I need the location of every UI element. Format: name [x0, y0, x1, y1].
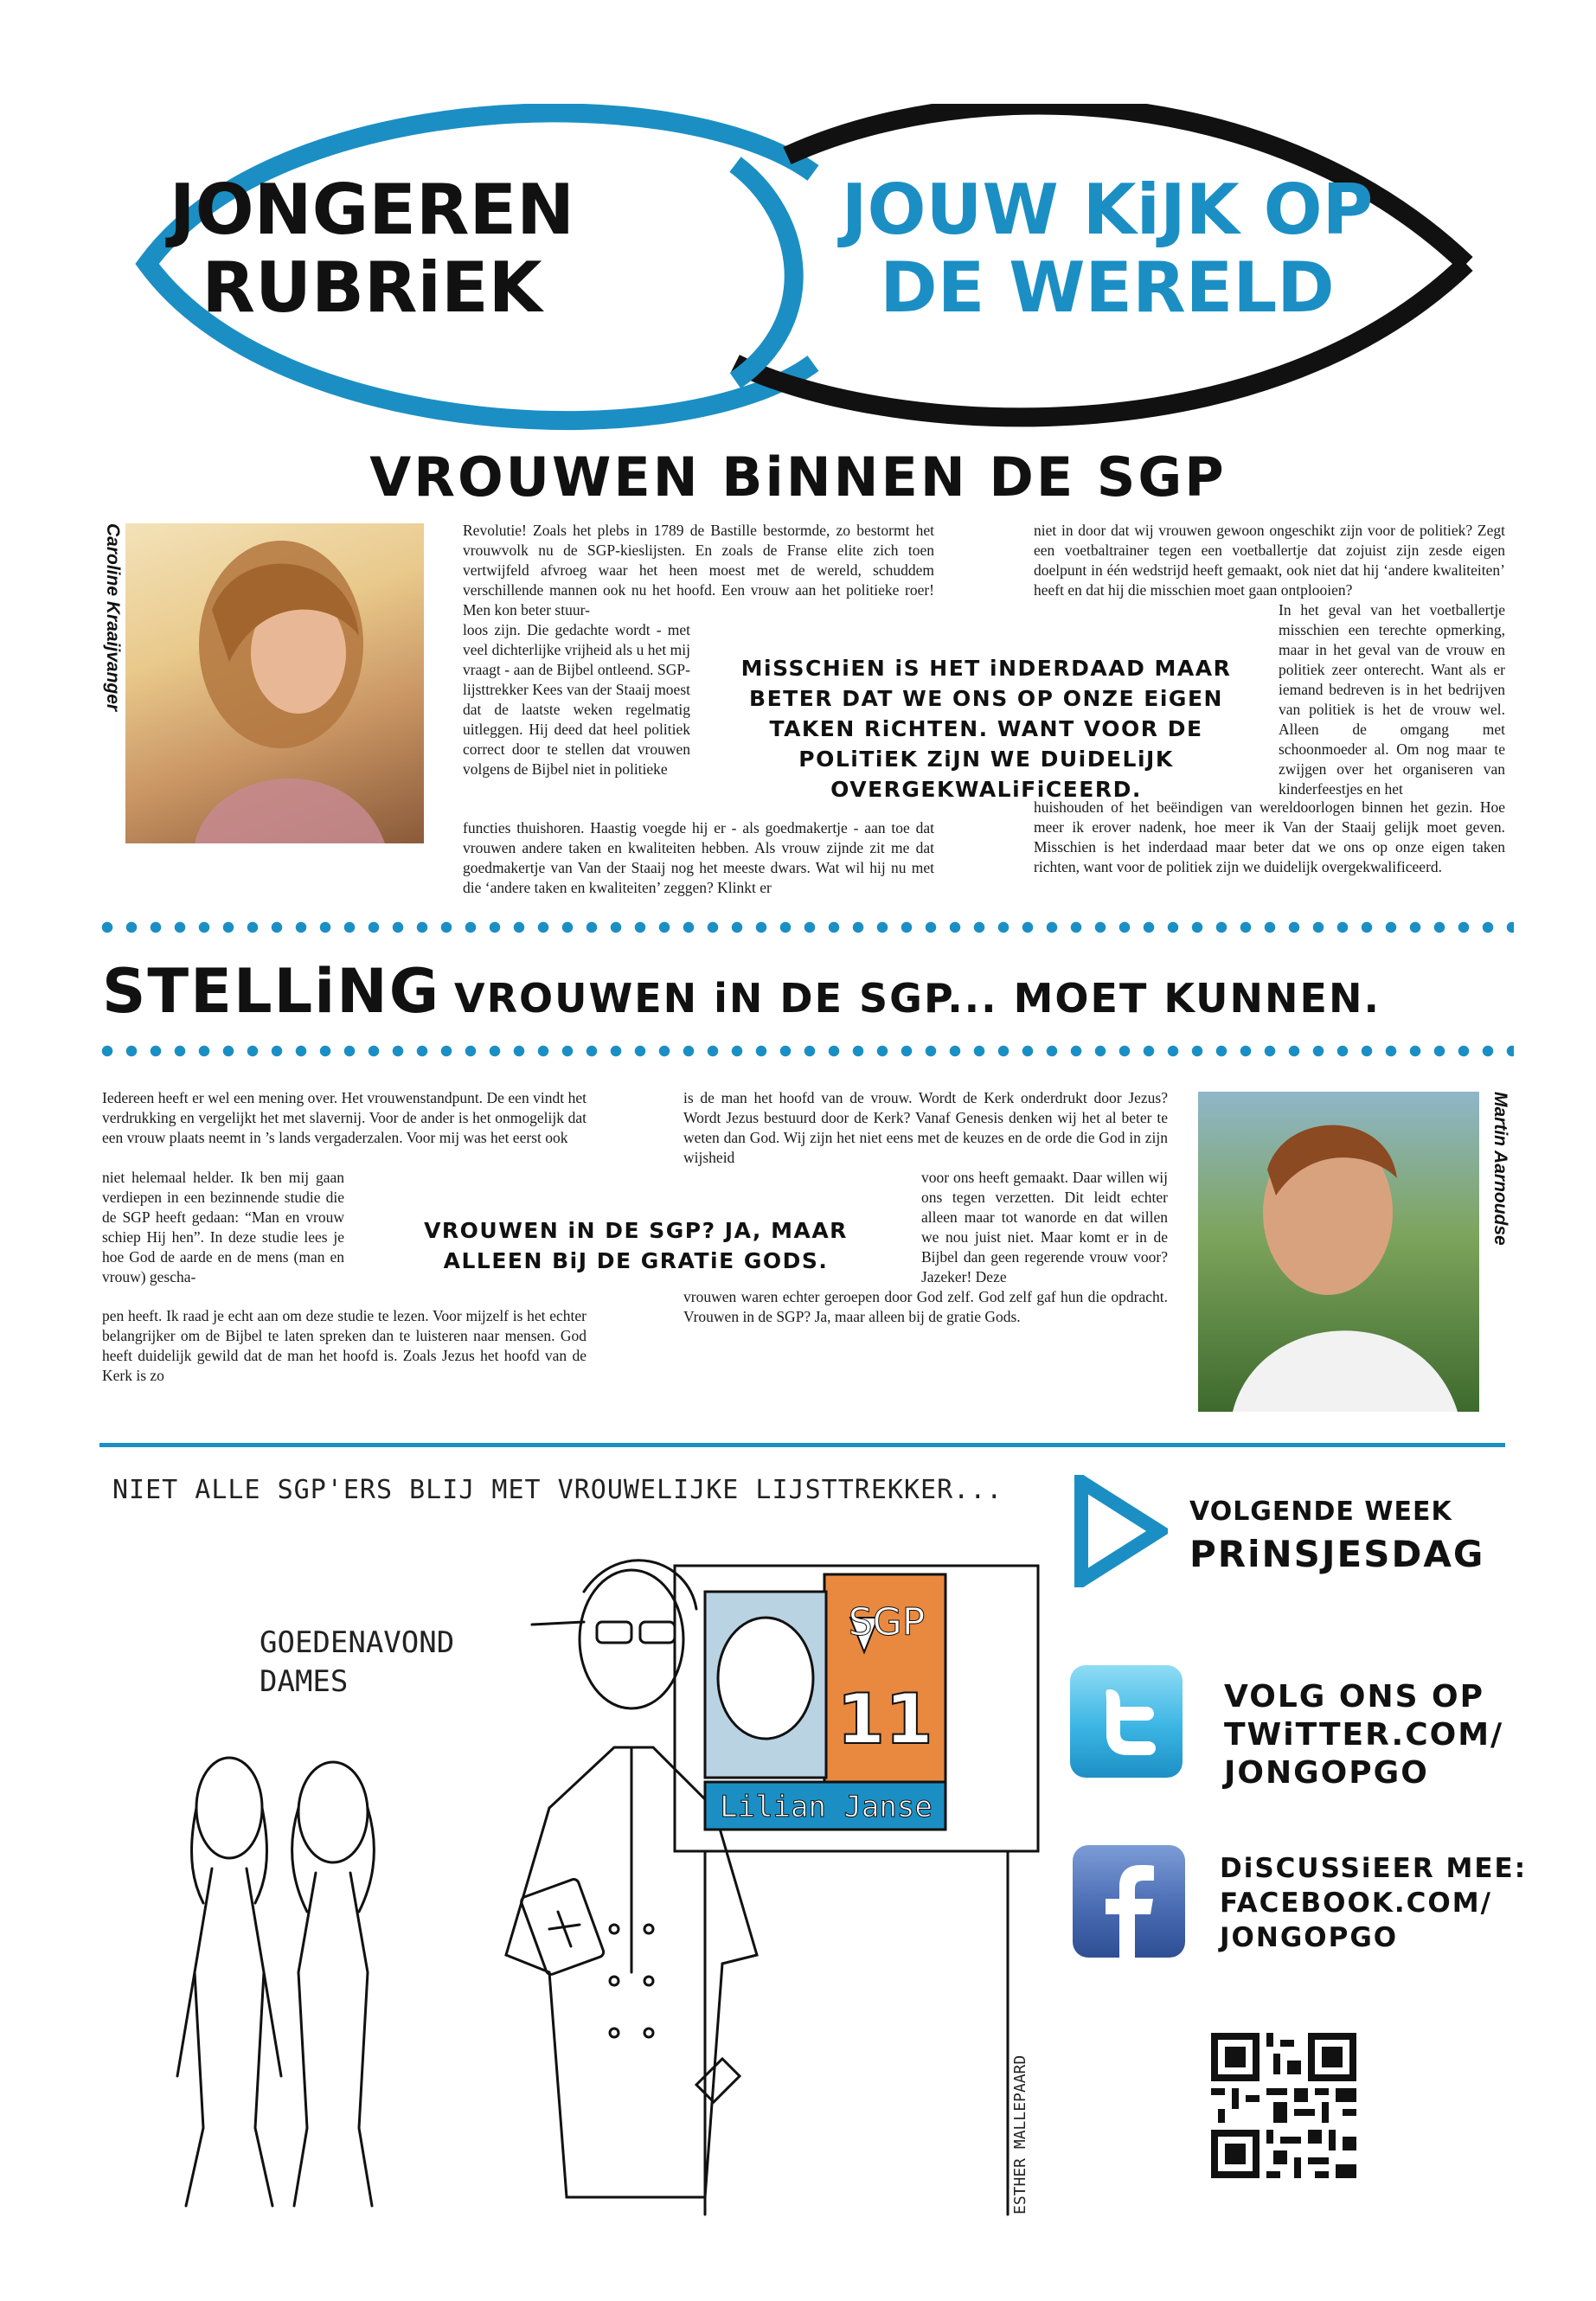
- article1-pull-quote: MiSSCHiEN iS HET iNDERDAAD MAAR BETER DAT WE ONS OP ONZE EiGEN TAKEN RiCHTEN. WANT VOOR DE POLiTiEK ZiJN WE DUiDELiJK OVERGEKWALiFiCEERD.: [740, 656, 1232, 802]
- twitter-text[interactable]: [1224, 1678, 1503, 1792]
- article1-col2-top: niet in door dat wij vrouwen gewoon ongeschikt zijn voor de politiek? Zegt een voetbaltrainer tegen een voetballertje dat zojuist zijn zesde eigen doelpunt in één wedstrijd heeft gemaakt, ook niet dat hij ‘andere kwaliteiten’ heeft en dat hij die misschien moet gaan ontplooien?: [1034, 522, 1505, 599]
- cartoon-caption: NIET ALLE SGP'ERS BLIJ MET VROUWELIJKE LIJSTTREKKER...: [112, 1475, 1003, 1505]
- twitter-icon[interactable]: [1070, 1665, 1183, 1778]
- article2-author: Martin Aarnoudse: [1490, 1092, 1510, 1246]
- play-triangle-icon: [1073, 1475, 1168, 1587]
- facebook-text-line1: DiSCUSSiEER MEE:: [1220, 1853, 1528, 1884]
- facebook-icon[interactable]: [1073, 1845, 1185, 1958]
- next-week-label: VOLGENDE WEEK: [1189, 1497, 1452, 1527]
- poster-party: SGP: [848, 1600, 926, 1644]
- dotted-divider-bottom: [95, 1045, 1514, 1057]
- poster-name: Lilian Janse: [720, 1790, 933, 1824]
- stelling-statement: VROUWEN iN DE SGP... MOET KUNNEN.: [454, 975, 1381, 1022]
- next-week-topic: PRiNSJESDAG: [1189, 1533, 1485, 1575]
- article1-col2-bottom: huishouden of het beëindigen van wereldoorlogen binnen het gezin. Hoe meer ik erover nadenk, hoe meer ik Van der Staaij gelijk moet geven. Misschien is het inderdaad maar beter dat we ons op onze eigen taken richten, want voor de politiek zijn we duidelijk overgekwalificeerd.: [1034, 798, 1505, 875]
- poster-number: 11: [836, 1679, 933, 1759]
- header-right-line1: JOUW KiJK OP: [841, 170, 1374, 250]
- article1-col1-mid: loos zijn. Die gedachte wordt - met veel dichterlijke vrijheid als u het mij vraagt - aan de Bijbel ontleend. SGP-lijsttrekker Kees van der Staaij moest dat de laatste weken regelmatig uitleggen. Hij deed dat heel politiek correct door te stellen dat vrouwen volgens de Bijbel niet in politieke: [463, 621, 690, 778]
- facebook-text-line3: JONGOPGO: [1220, 1922, 1399, 1953]
- article2-col2-bottom: vrouwen waren echter geroepen door God zelf. God zelf gaf hun die opdracht. Vrouwen in de SGP? Ja, maar alleen bij de gratie Gods.: [683, 1288, 1168, 1325]
- cartoon-speech-line1: GOEDENAVOND: [260, 1625, 455, 1660]
- article1-col1-top: Revolutie! Zoals het plebs in 1789 de Bastille bestormde, zo bestormt het vrouwvolk nu de SGP-kieslijsten. En zoals de Franse elite zich toen vertwijfeld afvroeg waar het heen moest met de wereld, schuddem verschillende mannen ook nu het hoofd. Een vrouw aan het politieke roer! Men kon beter stuur-: [463, 522, 934, 619]
- cartoon-signature: ESTHER MALLEPAARD: [1011, 2054, 1029, 2214]
- author-photo-woman: [125, 523, 424, 843]
- author-photo-man: [1198, 1092, 1479, 1412]
- article1-col1-bottom: functies thuishoren. Haastig voegde hij er - als goedmakertje - aan toe dat vrouwen andere taken en kwaliteiten hebben. Als vrouw zijnde zit me dat goedmakertje van Van der Staaij nog het meeste dwars. Wat wil hij nu met die ‘andere taken en kwaliteiten’ zeggen? Klinkt er: [463, 819, 934, 896]
- twitter-text-line2: TWiTTER.COM/: [1224, 1717, 1504, 1753]
- article1-title: VROUWEN BiNNEN DE SGP: [369, 445, 1227, 509]
- article2-col1-bottom: pen heeft. Ik raad je echt aan om deze studie te lezen. Voor mijzelf is het echter belangrijker om de Bijbel te laten spreken dan te luisteren naar mensen. God heeft duidelijk gewild dat de man het hoofd is. Zoals Jezus het hoofd van de Kerk is zo: [102, 1307, 586, 1384]
- cartoon-drawing: [99, 1522, 1051, 2240]
- cartoon-speech-line2: DAMES: [260, 1664, 349, 1699]
- article2-col2-mid: voor ons heeft gemaakt. Daar willen wij ons tegen verzetten. Dit leidt echter alleen maar tot wanorde en dat willen we nou juist niet. Maar komt er in de Bijbel dan geen regerende vrouw voor? Jazeker! Deze: [921, 1169, 1168, 1285]
- header-left-line1: JONGEREN: [169, 170, 575, 250]
- stelling-label: STELLiNG: [102, 956, 441, 1027]
- dotted-divider-top: [95, 921, 1514, 933]
- portrait-illustration: [125, 523, 424, 843]
- facebook-text[interactable]: [1220, 1851, 1527, 1955]
- header-logo: [130, 104, 1479, 433]
- section-divider-line: [99, 1443, 1505, 1447]
- header-left-line2: RUBRiEK: [202, 247, 542, 328]
- article2-col1-top: Iedereen heeft er wel een mening over. Het vrouwenstandpunt. De een vindt het verdrukking en vergelijkt het met slavernij. Voor de ander is het onmogelijk dat een vrouw plaats neemt in ’s lands vergaderzalen. Voor mij was het eerst ook: [102, 1089, 586, 1146]
- article2-col1-mid: niet helemaal helder. Ik ben mij gaan verdiepen in een bezinnende studie die de SGP heeft gedaan: “Man en vrouw schiep Hij hen”. In deze studie lees je hoe God de aarde en de mens (man en vrouw) gescha-: [102, 1169, 344, 1285]
- facebook-text-line2: FACEBOOK.COM/: [1220, 1888, 1492, 1919]
- portrait-illustration-man: [1198, 1092, 1479, 1412]
- article2-pull-quote: VROUWEN iN DE SGP? JA, MAAR ALLEEN BiJ DE GRATiE GODS.: [424, 1218, 848, 1273]
- cross-blue: [735, 164, 794, 381]
- header-right-line2: DE WERELD: [880, 247, 1335, 328]
- article1-author: Caroline Kraaijvanger: [103, 523, 123, 712]
- qr-code-icon[interactable]: [1211, 2033, 1356, 2178]
- twitter-text-line3: JONGOPGO: [1224, 1755, 1429, 1791]
- twitter-text-line1: VOLG ONS OP: [1224, 1679, 1485, 1715]
- article1-col2-mid: In het geval van het voetballertje misschien een terechte opmerking, maar in het geval van de vrouw en politiek zeer onterecht. Want als er iemand bedreven is in het bedrijven van politiek is het de vrouw wel. Alleen de omgang met schoonmoeder al. Om nog maar te zwijgen over het organiseren van kinderfeestjes en het: [1279, 601, 1505, 798]
- article2-col2-top: is de man het hoofd van de vrouw. Wordt de Kerk onderdrukt door Jezus? Wordt Jezus bestuurd door de Kerk? Vanaf Genesis denken wij het al beter te weten dan God. Wij zijn het niet eens met de keuzes en de orde die God in zijn wijsheid: [683, 1089, 1168, 1166]
